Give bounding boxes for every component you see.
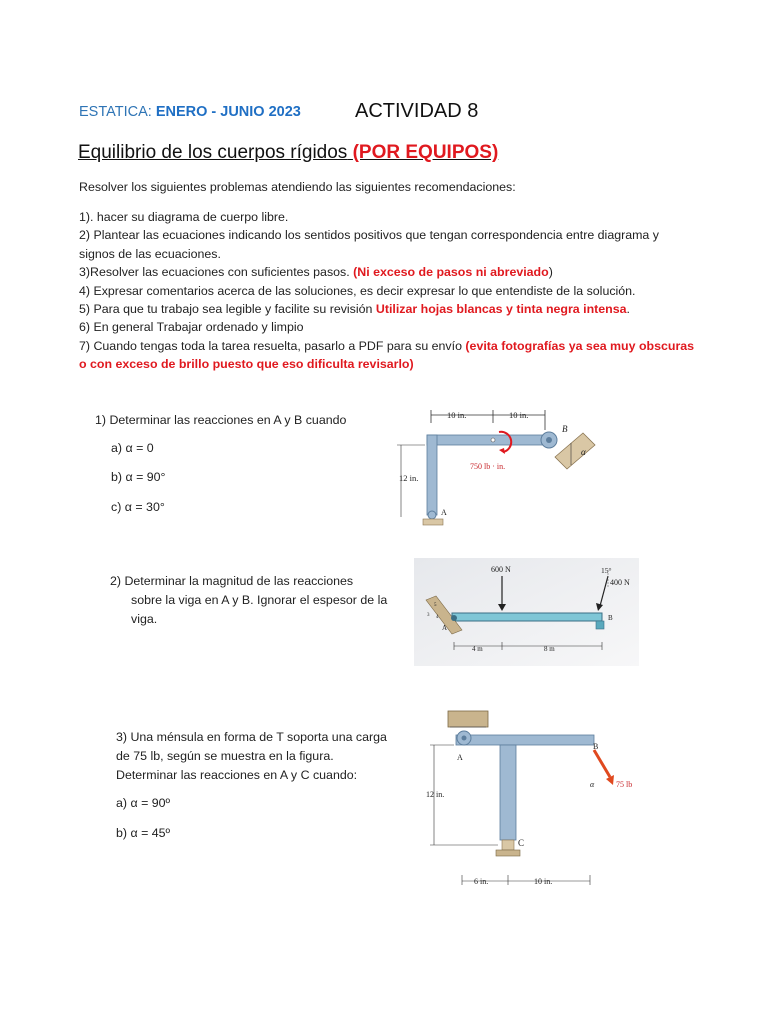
problem1-option-b: b) α = 90° xyxy=(111,470,166,484)
p3-dim2: 10 in. xyxy=(534,877,553,886)
p3-load: 75 lb xyxy=(616,780,633,789)
problem1-figure xyxy=(395,405,610,530)
recommendation-4: 4) Expresar comentarios acerca de las soluciones, es decir expresar lo que entendiste de la solución. xyxy=(79,283,636,298)
recommendation-2a: 2) Plantear las ecuaciones indicando los sentidos positivos que tengan correspondencia entre diagrama y xyxy=(79,228,659,243)
p2-load1: 600 N xyxy=(491,565,511,574)
p2-roller-a xyxy=(451,615,457,621)
p3-ceiling xyxy=(448,711,488,727)
course-name: ESTATICA: xyxy=(79,104,152,120)
p1-ground xyxy=(423,519,443,525)
p3-dim1: 6 in. xyxy=(474,877,489,886)
p1-label-a: A xyxy=(441,508,447,517)
rec5-red: Utilizar hojas blancas y tinta negra intensa xyxy=(375,302,627,317)
problem2-line2: sobre la viga en A y B. Ignorar el espesor de la xyxy=(131,593,388,607)
p2-label-a: A xyxy=(442,624,448,632)
recommendations-list xyxy=(79,208,699,374)
p1-angle: α xyxy=(581,447,586,457)
problem3-figure xyxy=(420,705,635,890)
activity-title: ACTIVIDAD 8 xyxy=(355,100,479,122)
rec7-text: 7) Cuando tengas toda la tarea resuelta, pasarlo a PDF para su envío xyxy=(79,338,462,353)
problem1-option-a: a) α = 0 xyxy=(111,441,154,455)
p1-dim-left: 10 in. xyxy=(447,410,467,420)
p1-moment: 750 lb · in. xyxy=(470,462,506,471)
rec3-red: (Ni exceso de pasos ni abreviado xyxy=(353,265,549,280)
rec3-end: ) xyxy=(548,265,553,280)
p1-label-b: B xyxy=(562,424,568,434)
p3-height: 12 in. xyxy=(426,790,445,799)
problem1-statement: 1) Determinar las reacciones en A y B cuando xyxy=(95,413,347,427)
problem3-line2: de 75 lb, según se muestra en la figura. xyxy=(116,749,334,763)
p2-angle: 15° xyxy=(601,566,612,575)
recommendation-1: 1). hacer su diagrama de cuerpo libre. xyxy=(79,210,289,224)
problem3-option-b: b) α = 45º xyxy=(116,826,171,840)
recommendation-7-cont: o con exceso de brillo puesto que eso dificulta revisarlo) xyxy=(79,357,414,372)
recommendation-2b: signos de las ecuaciones. xyxy=(79,246,221,261)
problem3-line1: 3) Una ménsula en forma de T soporta una carga xyxy=(116,730,387,744)
p1-incline-support xyxy=(555,433,595,469)
problem2-line3: viga. xyxy=(131,612,158,626)
p1-horizontal-bar xyxy=(427,435,549,445)
p2-dim1: 4 m xyxy=(472,645,483,653)
p3-label-a: A xyxy=(457,753,463,762)
p3-angle: α xyxy=(590,780,595,789)
p2-support-b xyxy=(596,621,604,629)
p2-slope-3: 3 xyxy=(427,613,430,618)
rec5-end: . xyxy=(626,302,630,317)
problem1-option-c: c) α = 30° xyxy=(111,500,165,514)
p2-slope-4: 4 xyxy=(436,615,439,620)
rec7-red: (evita fotografías ya sea muy obscuras xyxy=(465,338,695,353)
p3-ground xyxy=(496,850,520,856)
p3-stem xyxy=(500,745,516,840)
rec5-text: 5) Para que tu trabajo sea legible y facilite su revisión xyxy=(79,302,373,317)
p2-load2: 400 N xyxy=(610,578,630,587)
recommendation-6: 6) En general Trabajar ordenado y limpio xyxy=(79,320,304,335)
p1-dim-right: 10 in. xyxy=(509,410,529,420)
problem3-line3: Determinar las reacciones en A y C cuando: xyxy=(116,768,358,782)
recommendation-3 xyxy=(79,263,699,281)
page-title xyxy=(78,142,498,164)
course-period: ENERO - JUNIO 2023 xyxy=(155,104,301,120)
recommendation-5 xyxy=(79,300,699,318)
p3-label-c: C xyxy=(518,838,525,848)
problem3-option-a: a) α = 90º xyxy=(116,796,171,810)
rec3-text: 3)Resolver las ecuaciones con suficientes pasos. xyxy=(79,265,350,280)
problem2-figure xyxy=(414,558,639,666)
p2-label-b: B xyxy=(608,614,613,622)
p3-top-bar xyxy=(456,735,594,745)
p1-height: 12 in. xyxy=(399,473,419,483)
title-main: Equilibrio de los cuerpos rígidos xyxy=(78,142,348,163)
p3-load-arrow xyxy=(594,750,610,777)
p2-slope-5: 5 xyxy=(434,603,437,608)
p1-pin-a xyxy=(428,511,436,519)
problem2-line1: 2) Determinar la magnitud de las reacciones xyxy=(110,574,354,588)
p2-beam xyxy=(452,613,602,621)
p3-label-b: B xyxy=(593,742,599,751)
recommendation-7 xyxy=(79,337,699,355)
title-highlight: (POR EQUIPOS) xyxy=(352,142,499,163)
p1-vertical-bar xyxy=(427,435,437,515)
course-header xyxy=(79,104,301,120)
intro-text: Resolver los siguientes problemas atendiendo las siguientes recomendaciones: xyxy=(79,180,516,194)
p2-dim2: 8 m xyxy=(544,645,555,653)
